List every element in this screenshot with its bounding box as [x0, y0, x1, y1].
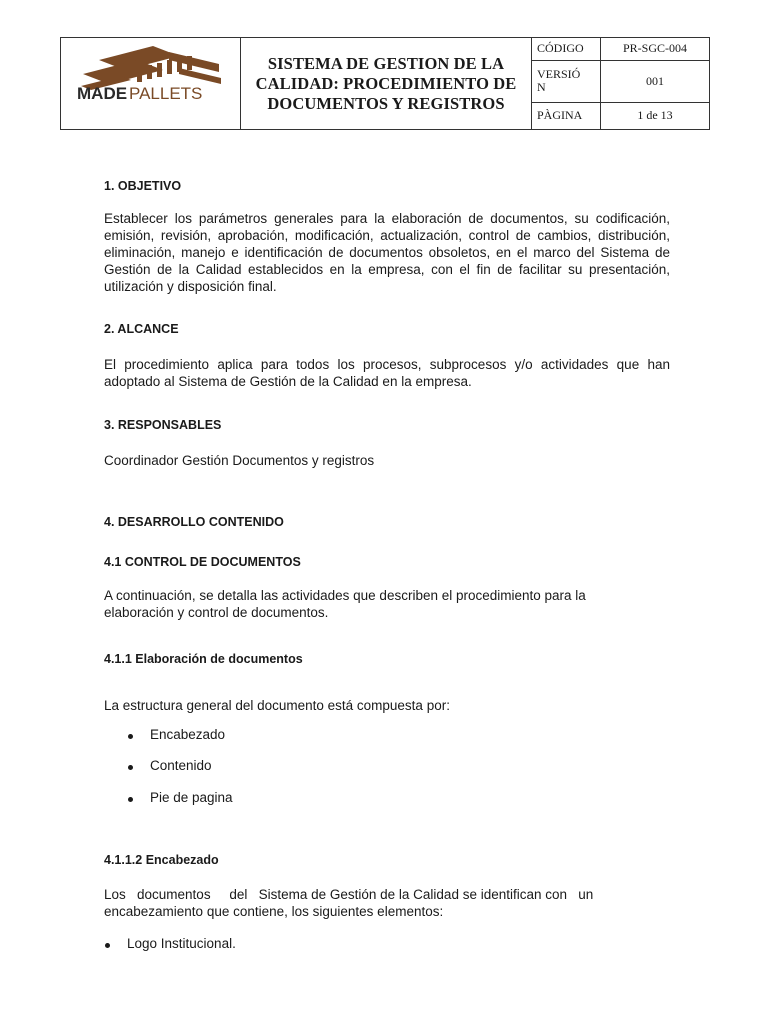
bullet-icon [128, 734, 133, 739]
pagina-label: PÀGINA [532, 102, 601, 129]
logo-text-pallets: PALLETS [129, 84, 203, 103]
bullet-icon [105, 943, 110, 948]
section-4-heading: 4. DESARROLLO CONTENIDO [104, 515, 284, 529]
section-4-1-text: A continuación, se detalla las actividades que describen el procedimiento para la elaboración y control de documentos. [104, 588, 586, 620]
document-header-table [60, 37, 710, 130]
title-line-1: SISTEMA DE GESTION DE LA [267, 53, 505, 73]
codigo-value: PR-SGC-004 [601, 38, 710, 61]
section-2-heading: 2. ALCANCE [104, 322, 179, 336]
pagina-value: 1 de 13 [601, 102, 710, 129]
section-4-1-1-heading: 4.1.1 Elaboración de documentos [104, 652, 303, 666]
logo-text-made: MADE [77, 84, 128, 103]
section-3-heading: 3. RESPONSABLES [104, 418, 222, 432]
section-4-1-1-2-text: Los documentos del Sistema de Gestión de la Calidad se identifican con un encabezamiento que contiene, los siguientes elementos: [104, 887, 598, 919]
bullet-icon [128, 797, 133, 802]
section-1-text: Establecer los parámetros generales para la elaboración de documentos, su codificación, emisión, revisión, aprobación, modificación, actualización, control de cambios, distribución, eliminación, manejo e identificación de documentos obsoletos, en el marco del Sistema de Gestión de la Calidad establecidos en la empresa, con el fin de facilitar su presentación, utilización y disposición final. [104, 211, 670, 294]
list-item-logo-institucional: Logo Institucional. [127, 936, 236, 951]
logo-cell [61, 38, 241, 130]
section-4-1-1-text: La estructura general del documento está compuesta por: [104, 698, 450, 713]
section-3-text: Coordinador Gestión Documentos y registros [104, 453, 375, 468]
document-title [241, 38, 532, 130]
version-label: VERSIÓ N [532, 60, 601, 102]
list-item-contenido: Contenido [150, 758, 212, 773]
version-value: 001 [601, 60, 710, 102]
codigo-label: CÓDIGO [532, 38, 601, 61]
madepallets-logo [61, 38, 240, 124]
section-2-text: El procedimiento aplica para todos los procesos, subprocesos y/o actividades que han adoptado al Sistema de Gestión de la Calidad en la empresa. [104, 357, 670, 389]
title-line-3: DOCUMENTOS Y REGISTROS [267, 93, 505, 113]
section-4-1-1-2-heading: 4.1.1.2 Encabezado [104, 853, 219, 867]
section-4-1-heading: 4.1 CONTROL DE DOCUMENTOS [104, 555, 301, 569]
list-item-pie-de-pagina: Pie de pagina [150, 790, 233, 805]
list-item-encabezado: Encabezado [150, 727, 226, 742]
bullet-icon [128, 765, 133, 770]
section-1-heading: 1. OBJETIVO [104, 179, 182, 193]
title-line-2: CALIDAD: PROCEDIMIENTO DE [255, 73, 517, 93]
